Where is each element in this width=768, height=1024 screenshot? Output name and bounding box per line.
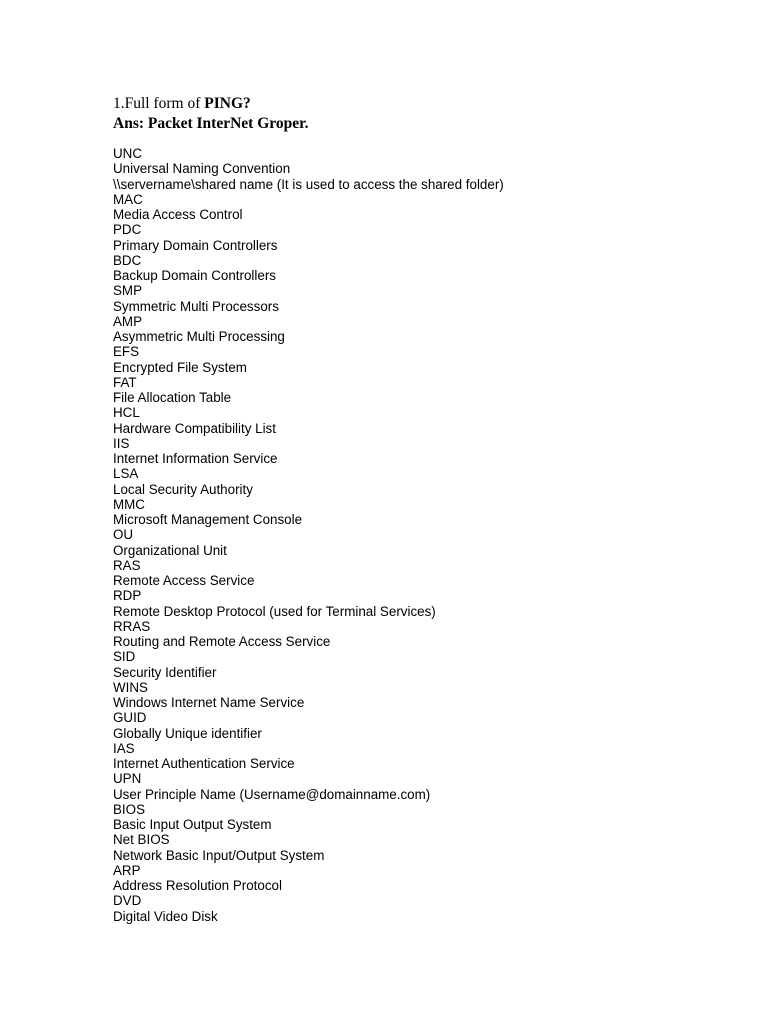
list-item: Globally Unique identifier	[113, 725, 262, 741]
list-item: EFS	[113, 344, 140, 360]
list-item: Routing and Remote Access Service	[113, 634, 331, 649]
list-item: Primary Domain Controllers	[113, 237, 278, 253]
list-item: Internet Authentication Service	[113, 756, 295, 771]
list-item: AMP	[113, 313, 143, 329]
list-item: \\servername\shared name (It is used to access the shared folder)	[113, 176, 504, 192]
list-item: Remote Desktop Protocol (used for Terminal Services)	[113, 603, 436, 619]
list-item: Net BIOS	[113, 832, 170, 848]
question-term: PING?	[204, 95, 251, 112]
list-item: Local Security Authority	[113, 481, 253, 497]
list-item: File Allocation Table	[113, 390, 232, 405]
list-item: UNC	[113, 146, 143, 161]
document-page	[113, 94, 733, 924]
list-item: Backup Domain Controllers	[113, 268, 276, 283]
list-item: Network Basic Input/Output System	[113, 847, 325, 863]
list-item: Microsoft Management Console	[113, 512, 303, 527]
list-item: Symmetric Multi Processors	[113, 298, 279, 314]
list-item: SID	[113, 649, 136, 665]
list-item: HCL	[113, 405, 140, 421]
list-item: RAS	[113, 557, 141, 573]
list-item: GUID	[113, 710, 147, 726]
list-item: Universal Naming Convention	[113, 161, 291, 177]
list-item: IAS	[113, 740, 135, 756]
list-item: Media Access Control	[113, 207, 243, 222]
acronym-list	[113, 146, 733, 924]
list-item: DVD	[113, 893, 142, 909]
answer-line: Ans: Packet InterNet Groper.	[113, 115, 309, 132]
list-item: IIS	[113, 435, 130, 451]
list-item: MAC	[113, 191, 143, 207]
list-item: Encrypted File System	[113, 359, 247, 375]
list-item: ARP	[113, 862, 141, 878]
list-item: OU	[113, 527, 134, 543]
list-item: MMC	[113, 496, 145, 512]
list-item: SMP	[113, 283, 143, 299]
question-line	[113, 94, 733, 114]
list-item: Hardware Compatibility List	[113, 420, 276, 436]
list-item: Internet Information Service	[113, 451, 278, 466]
list-item: Security Identifier	[113, 664, 217, 680]
question-prefix: 1.Full form of	[113, 95, 205, 112]
list-item: PDC	[113, 222, 142, 238]
list-item: RDP	[113, 588, 142, 604]
list-item: BIOS	[113, 801, 145, 817]
list-item: RRAS	[113, 618, 151, 634]
list-item: Asymmetric Multi Processing	[113, 329, 285, 344]
list-item: LSA	[113, 466, 139, 482]
list-item: BDC	[113, 252, 142, 268]
list-item: Address Resolution Protocol	[113, 878, 282, 893]
list-item: WINS	[113, 679, 148, 695]
list-item: Basic Input Output System	[113, 817, 272, 832]
list-item: Windows Internet Name Service	[113, 695, 305, 710]
list-item: FAT	[113, 374, 137, 390]
list-item: User Principle Name (Username@domainname.com)	[113, 786, 431, 802]
list-item: Remote Access Service	[113, 573, 255, 588]
list-item: Digital Video Disk	[113, 908, 218, 924]
list-item: UPN	[113, 771, 142, 787]
list-item: Organizational Unit	[113, 542, 227, 558]
